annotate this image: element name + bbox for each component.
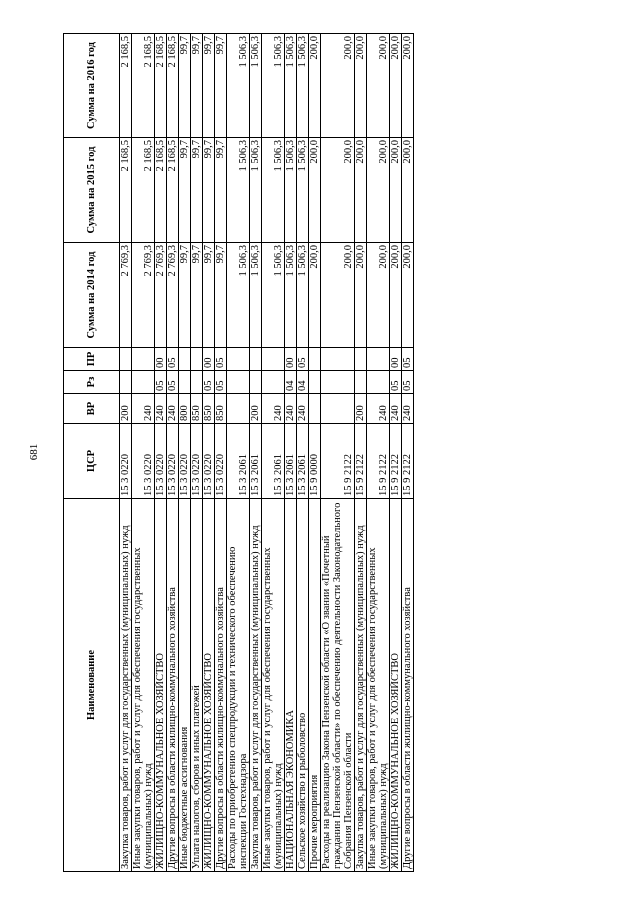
cell-rz: 05 [402, 371, 414, 394]
cell-sum-2014: 1 506,3 [262, 243, 285, 348]
cell-pr [367, 348, 390, 371]
cell-sum-2014: 200,0 [402, 243, 414, 348]
table-row [155, 34, 167, 872]
cell-rz [132, 371, 155, 394]
cell-sum-2016: 200,0 [321, 34, 355, 138]
cell-vr: 240 [167, 394, 179, 424]
cell-sum-2016: 1 506,3 [297, 34, 309, 138]
cell-sum-2016: 200,0 [402, 34, 414, 138]
cell-sum-2015: 1 506,3 [262, 138, 285, 243]
cell-sum-2014: 1 506,3 [285, 243, 297, 348]
cell-pr: 00 [285, 348, 297, 371]
table-row [262, 34, 285, 872]
cell-sum-2015: 2 168,5 [120, 138, 132, 243]
table-row [167, 34, 179, 872]
cell-name: Прочие мероприятия [309, 499, 321, 872]
cell-vr: 850 [203, 394, 215, 424]
cell-sum-2015: 200,0 [309, 138, 321, 243]
table-row [297, 34, 309, 872]
cell-name: Другие вопросы в области жилищно-коммунального хозяйства [215, 499, 227, 872]
cell-pr: 00 [203, 348, 215, 371]
cell-sum-2015: 2 168,5 [155, 138, 167, 243]
cell-sum-2015: 99,7 [179, 138, 191, 243]
cell-csr: 15 3 0220 [120, 424, 132, 499]
cell-rz [321, 371, 355, 394]
cell-csr: 15 9 2122 [390, 424, 402, 499]
cell-csr: 15 3 2061 [285, 424, 297, 499]
cell-csr: 15 3 0220 [191, 424, 203, 499]
header-csr: ЦСР [64, 424, 120, 499]
cell-rz: 05 [203, 371, 215, 394]
cell-rz [179, 371, 191, 394]
cell-vr [309, 394, 321, 424]
cell-sum-2014: 200,0 [355, 243, 367, 348]
cell-sum-2015: 1 506,3 [250, 138, 262, 243]
table-row [227, 34, 250, 872]
table-row [309, 34, 321, 872]
cell-rz: 05 [215, 371, 227, 394]
cell-pr: 05 [402, 348, 414, 371]
cell-csr: 15 3 2061 [227, 424, 250, 499]
table-row [367, 34, 390, 872]
cell-sum-2016: 200,0 [367, 34, 390, 138]
cell-sum-2015: 200,0 [402, 138, 414, 243]
cell-rz [250, 371, 262, 394]
cell-pr: 05 [215, 348, 227, 371]
cell-sum-2016: 200,0 [309, 34, 321, 138]
cell-sum-2015: 200,0 [390, 138, 402, 243]
cell-name: Иные закупки товаров, работ и услуг для обеспечения государственных (муниципальных) нужд [132, 499, 155, 872]
cell-sum-2014: 99,7 [215, 243, 227, 348]
header-sum-2016: Сумма на 2016 год [64, 34, 120, 138]
table-row [179, 34, 191, 872]
cell-sum-2016: 2 168,5 [120, 34, 132, 138]
cell-sum-2016: 2 168,5 [167, 34, 179, 138]
cell-pr: 05 [167, 348, 179, 371]
cell-name: ЖИЛИЩНО-КОММУНАЛЬНОЕ ХОЗЯЙСТВО [203, 499, 215, 872]
cell-csr: 15 9 2122 [355, 424, 367, 499]
cell-name: Уплата налогов, сборов и иных платежей [191, 499, 203, 872]
header-sum-2014: Сумма на 2014 год [64, 243, 120, 348]
cell-name: Иные закупки товаров, работ и услуг для обеспечения государственных (муниципальных) нужд [367, 499, 390, 872]
rotated-table-container [63, 34, 557, 872]
cell-vr [321, 394, 355, 424]
cell-rz: 05 [390, 371, 402, 394]
cell-pr [132, 348, 155, 371]
cell-sum-2016: 1 506,3 [227, 34, 250, 138]
cell-name: ЖИЛИЩНО-КОММУНАЛЬНОЕ ХОЗЯЙСТВО [155, 499, 167, 872]
cell-sum-2015: 1 506,3 [285, 138, 297, 243]
cell-pr [191, 348, 203, 371]
cell-sum-2014: 200,0 [367, 243, 390, 348]
cell-pr: 00 [155, 348, 167, 371]
cell-sum-2015: 200,0 [321, 138, 355, 243]
cell-csr: 15 3 0220 [203, 424, 215, 499]
cell-sum-2014: 200,0 [309, 243, 321, 348]
cell-vr: 200 [355, 394, 367, 424]
cell-csr: 15 3 2061 [297, 424, 309, 499]
cell-rz [355, 371, 367, 394]
cell-vr [227, 394, 250, 424]
cell-rz: 04 [297, 371, 309, 394]
cell-pr [309, 348, 321, 371]
cell-name: Закупка товаров, работ и услуг для государственных (муниципальных) нужд [120, 499, 132, 872]
table-row [191, 34, 203, 872]
cell-name: Сельское хозяйство и рыболовство [297, 499, 309, 872]
cell-vr: 240 [390, 394, 402, 424]
cell-sum-2015: 1 506,3 [227, 138, 250, 243]
cell-vr: 850 [215, 394, 227, 424]
cell-sum-2014: 2 769,3 [120, 243, 132, 348]
cell-csr: 15 3 2061 [262, 424, 285, 499]
cell-name: Другие вопросы в области жилищно-коммунального хозяйства [167, 499, 179, 872]
cell-sum-2014: 1 506,3 [250, 243, 262, 348]
cell-rz: 04 [285, 371, 297, 394]
cell-csr: 15 9 2122 [402, 424, 414, 499]
cell-sum-2015: 99,7 [191, 138, 203, 243]
cell-rz [367, 371, 390, 394]
cell-name: Закупка товаров, работ и услуг для государственных (муниципальных) нужд [250, 499, 262, 872]
cell-csr: 15 3 0220 [132, 424, 155, 499]
cell-rz: 05 [167, 371, 179, 394]
cell-pr: 05 [297, 348, 309, 371]
header-rz: Рз [64, 371, 120, 394]
cell-pr [355, 348, 367, 371]
cell-pr [179, 348, 191, 371]
cell-sum-2016: 1 506,3 [285, 34, 297, 138]
cell-vr: 200 [250, 394, 262, 424]
header-pr: ПР [64, 348, 120, 371]
cell-sum-2014: 99,7 [191, 243, 203, 348]
table-body [120, 34, 414, 872]
table-row [390, 34, 402, 872]
cell-sum-2015: 2 168,5 [167, 138, 179, 243]
cell-sum-2016: 2 168,5 [132, 34, 155, 138]
cell-rz [120, 371, 132, 394]
cell-sum-2015: 99,7 [203, 138, 215, 243]
table-row [203, 34, 215, 872]
cell-csr: 15 3 2061 [250, 424, 262, 499]
cell-sum-2015: 99,7 [215, 138, 227, 243]
header-name: Наименование [64, 499, 120, 872]
cell-sum-2015: 2 168,5 [132, 138, 155, 243]
table-row [355, 34, 367, 872]
cell-sum-2016: 2 168,5 [155, 34, 167, 138]
table-row [120, 34, 132, 872]
cell-csr: 15 9 2122 [321, 424, 355, 499]
cell-csr: 15 9 0000 [309, 424, 321, 499]
table-row [285, 34, 297, 872]
cell-csr: 15 3 0220 [215, 424, 227, 499]
cell-name: Закупка товаров, работ и услуг для государственных (муниципальных) нужд [355, 499, 367, 872]
cell-sum-2016: 99,7 [191, 34, 203, 138]
cell-pr [321, 348, 355, 371]
table-row [132, 34, 155, 872]
header-sum-2015: Сумма на 2015 год [64, 138, 120, 243]
cell-name: Иные бюджетные ассигнования [179, 499, 191, 872]
cell-sum-2014: 2 769,3 [167, 243, 179, 348]
cell-vr: 240 [262, 394, 285, 424]
cell-sum-2016: 1 506,3 [262, 34, 285, 138]
cell-sum-2016: 99,7 [203, 34, 215, 138]
cell-sum-2014: 1 506,3 [297, 243, 309, 348]
cell-sum-2015: 200,0 [355, 138, 367, 243]
cell-vr: 200 [120, 394, 132, 424]
page-number: 681 [28, 443, 40, 461]
cell-sum-2016: 1 506,3 [250, 34, 262, 138]
cell-pr [227, 348, 250, 371]
table-row [402, 34, 414, 872]
cell-vr: 800 [179, 394, 191, 424]
cell-vr: 240 [367, 394, 390, 424]
cell-sum-2016: 200,0 [355, 34, 367, 138]
cell-vr: 850 [191, 394, 203, 424]
table-row [215, 34, 227, 872]
cell-pr [250, 348, 262, 371]
cell-sum-2014: 99,7 [203, 243, 215, 348]
cell-sum-2016: 99,7 [215, 34, 227, 138]
cell-csr: 15 3 0220 [155, 424, 167, 499]
cell-rz [227, 371, 250, 394]
cell-rz [309, 371, 321, 394]
cell-csr: 15 3 0220 [167, 424, 179, 499]
table-row [321, 34, 355, 872]
cell-name: НАЦИОНАЛЬНАЯ ЭКОНОМИКА [285, 499, 297, 872]
cell-vr: 240 [155, 394, 167, 424]
cell-name: Расходы по приобретению спецпродукции и технического обеспечению инспекции Гостехнадзора [227, 499, 250, 872]
cell-sum-2014: 1 506,3 [227, 243, 250, 348]
cell-vr: 240 [402, 394, 414, 424]
cell-sum-2014: 200,0 [390, 243, 402, 348]
cell-rz: 05 [155, 371, 167, 394]
header-row [64, 34, 120, 872]
table-row [250, 34, 262, 872]
header-vr: ВР [64, 394, 120, 424]
cell-vr: 240 [297, 394, 309, 424]
cell-name: Иные закупки товаров, работ и услуг для обеспечения государственных (муниципальных) нужд [262, 499, 285, 872]
cell-sum-2015: 1 506,3 [297, 138, 309, 243]
cell-csr: 15 3 0220 [179, 424, 191, 499]
cell-vr: 240 [285, 394, 297, 424]
cell-sum-2014: 2 769,3 [132, 243, 155, 348]
cell-name: Расходы на реализацию Закона Пензенской области «О звании «Почетный гражданин Пензенской области» по обеспечению деятельности Законодательного Собрания Пензенской области [321, 499, 355, 872]
cell-pr [120, 348, 132, 371]
cell-rz [191, 371, 203, 394]
cell-rz [262, 371, 285, 394]
budget-table [63, 33, 414, 872]
cell-sum-2015: 200,0 [367, 138, 390, 243]
cell-csr: 15 9 2122 [367, 424, 390, 499]
cell-sum-2014: 200,0 [321, 243, 355, 348]
cell-pr: 00 [390, 348, 402, 371]
cell-sum-2016: 200,0 [390, 34, 402, 138]
cell-vr: 240 [132, 394, 155, 424]
cell-name: ЖИЛИЩНО-КОММУНАЛЬНОЕ ХОЗЯЙСТВО [390, 499, 402, 872]
cell-sum-2014: 2 769,3 [155, 243, 167, 348]
cell-name: Другие вопросы в области жилищно-коммунального хозяйства [402, 499, 414, 872]
cell-sum-2014: 99,7 [179, 243, 191, 348]
cell-pr [262, 348, 285, 371]
cell-sum-2016: 99,7 [179, 34, 191, 138]
